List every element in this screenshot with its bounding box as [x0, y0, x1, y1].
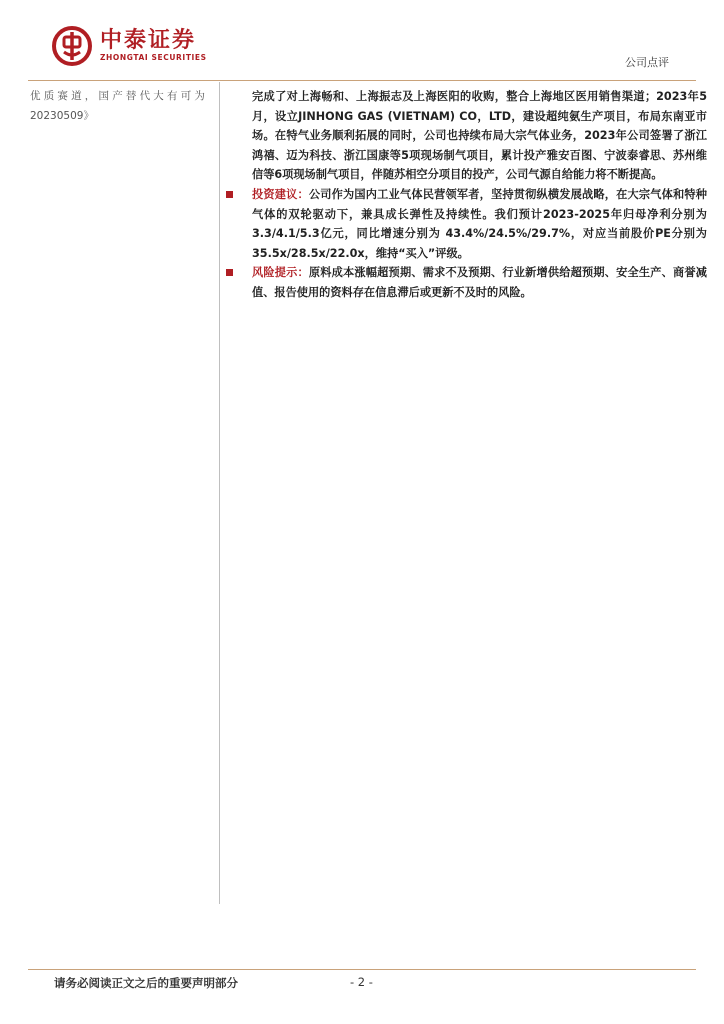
footer-disclaimer: 请务必阅读正文之后的重要声明部分 — [54, 976, 238, 990]
zhongtai-logo-icon — [52, 26, 92, 66]
risk-warning — [252, 263, 707, 302]
page-header — [0, 0, 724, 82]
footer-divider — [28, 969, 696, 970]
bullet-square-icon — [226, 269, 233, 276]
column-divider — [219, 82, 220, 904]
investment-advice — [252, 185, 707, 263]
investment-advice-text: 公司作为国内工业气体民营领军者，坚持贯彻纵横发展战略，在大宗气体和特种气体的双轮驱动下，兼具成长弹性及持续性。我们预计2023-2025年归母净利分别为3.3/4.1/5.3亿元，同比增速分别为 43.4%/24.5%/29.7%，对应当前股价PE分别为 35.5x/28.5x/22.0x，维持“买入”评级。 — [252, 187, 707, 260]
main-body — [252, 87, 707, 303]
header-divider — [28, 80, 696, 81]
page-number: - 2 - — [350, 975, 373, 989]
risk-warning-text: 原料成本涨幅超预期、需求不及预期、行业新增供给超预期、安全生产、商誉减值、报告使用的资料存在信息滞后或更新不及时的风险。 — [252, 266, 707, 299]
sidebar-line-2: 20230509》 — [30, 110, 94, 122]
bullet-square-icon — [226, 191, 233, 198]
body-paragraph: 完成了对上海畅和、上海振志及上海医阳的收购，整合上海地区医用销售渠道；2023年5月，设立JINHONG GAS (VIETNAM) CO，LTD，建设超纯氨生产项目，布局东南亚市场。在特气业务顺利拓展的同时，公司也持续布局大宗气体业务，2023年公司签署了浙江鸿禧、迈为科技、浙江国康等5项现场制气项目，累计投产雅安百图、宁波泰睿思、苏州维信等6项现场制气项目，伴随苏相空分项目的投产，公司气源自给能力将不断提高。 — [252, 90, 707, 182]
logo-chinese-name: 中泰证券 — [100, 28, 197, 53]
document-type: 公司点评 — [625, 56, 669, 69]
sidebar-line-1: 优质赛道，国产替代大有可为 — [30, 90, 209, 102]
investment-advice-label: 投资建议： — [252, 187, 309, 201]
risk-warning-label: 风险提示： — [252, 266, 309, 280]
sidebar-related-reports — [30, 86, 214, 126]
company-logo — [52, 26, 207, 66]
logo-english-name: ZHONGTAI SECURITIES — [100, 53, 207, 62]
